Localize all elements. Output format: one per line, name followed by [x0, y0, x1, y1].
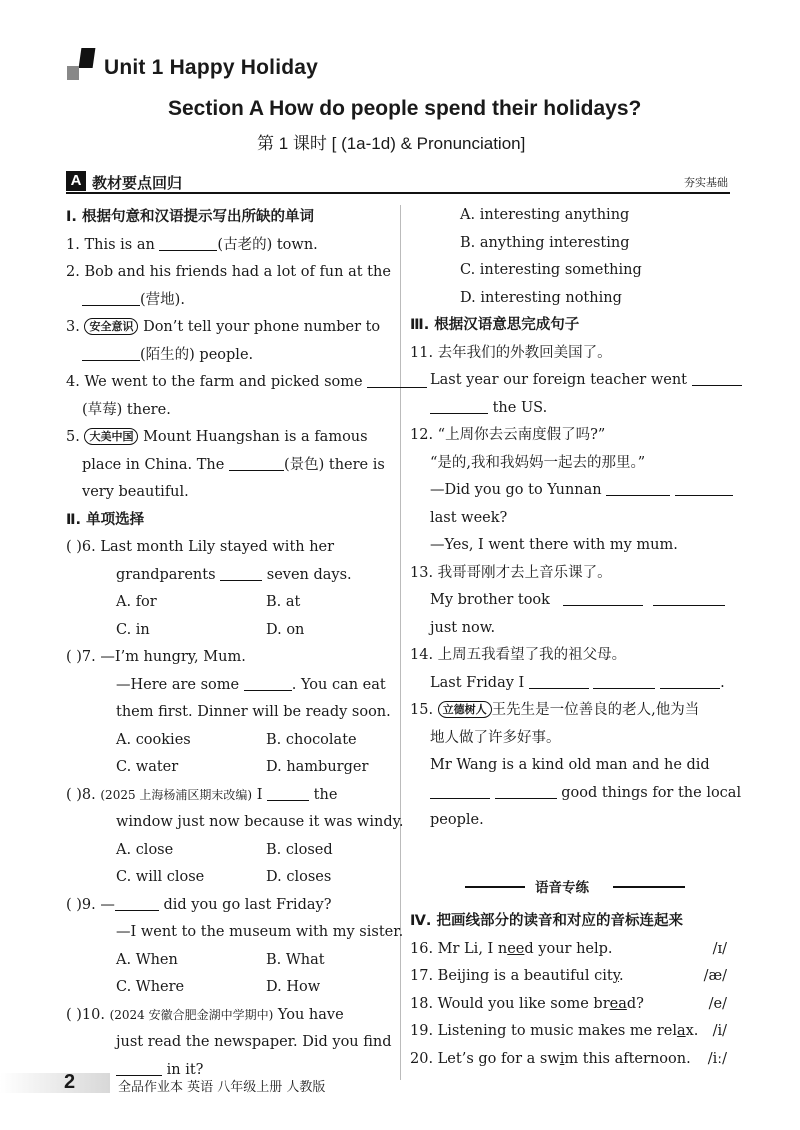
question-9-options-cd	[66, 974, 396, 1002]
answer-blank[interactable]	[653, 589, 725, 606]
question-10-options-b	[410, 230, 735, 258]
question-7-cont2: them first. Dinner will be ready soon.	[116, 704, 391, 720]
answer-blank[interactable]	[267, 784, 309, 801]
question-12-zh2: “是的,我和我妈妈一起去的那里。”	[430, 454, 646, 471]
tag-china: 大美中国	[84, 428, 138, 445]
option-b[interactable]: B. chocolate	[266, 731, 357, 748]
option-a[interactable]: A. When	[116, 951, 178, 968]
question-15-zh2: 地人做了许多好事。	[430, 729, 561, 746]
question-8-options-ab	[66, 837, 396, 865]
part2-heading: Ⅱ. 单项选择	[66, 511, 145, 528]
option-b[interactable]: B. closed	[266, 841, 333, 858]
question-15-en3: people.	[430, 812, 484, 828]
option-d[interactable]: D. hamburger	[266, 759, 369, 775]
question-1: 1. This is an (古老的) town.	[66, 232, 396, 260]
banner-rule	[66, 192, 730, 194]
question-8: ( )8. (2025 上海杨浦区期末改编) I the	[66, 782, 396, 810]
question-8-options-cd	[66, 864, 396, 892]
option-c[interactable]: C. Where	[116, 979, 185, 995]
unit-title: Unit 1 Happy Holiday	[104, 56, 319, 79]
option-c[interactable]: C. water	[116, 759, 179, 775]
question-15-en2: good things for the local	[410, 780, 735, 808]
question-6: ( )6. Last month Lily stayed with her	[66, 539, 335, 555]
source-note: (2024 安徽合肥金湖中学期中)	[109, 1007, 274, 1022]
question-13-zh: 13. 我哥哥刚才去上音乐课了。	[410, 564, 612, 581]
question-5: 5. 大美中国 Mount Huangshan is a famous	[66, 429, 368, 445]
question-7-options-ab	[66, 727, 396, 755]
question-14-zh: 14. 上周五我看望了我的祖父母。	[410, 647, 627, 663]
phonetic-symbol[interactable]: /iː/	[707, 1050, 727, 1067]
right-column	[410, 202, 742, 835]
question-11-en: Last year our foreign teacher went	[410, 367, 735, 395]
phonetic-symbol[interactable]: /i/	[712, 1023, 727, 1039]
column-divider	[400, 205, 401, 1080]
answer-blank[interactable]	[82, 289, 140, 306]
question-4: 4. We went to the farm and picked some	[66, 369, 396, 397]
question-9-cont: —I went to the museum with my sister.	[116, 924, 404, 940]
lesson-title: 第 1 课时 [ (1a-1d) & Pronunciation]	[257, 134, 526, 153]
answer-blank[interactable]	[606, 479, 670, 496]
option-c[interactable]: C. will close	[116, 869, 205, 885]
answer-blank[interactable]	[82, 344, 140, 361]
answer-blank[interactable]	[660, 672, 720, 689]
left-column	[66, 204, 404, 1084]
banner-label: 夯实基础	[684, 176, 728, 189]
question-15-en1: Mr Wang is a kind old man and he did	[430, 757, 710, 773]
question-2-cont: (营地).	[66, 287, 396, 315]
question-13-en1: My brother took	[410, 587, 735, 615]
question-14-en1: Last Friday I .	[410, 670, 735, 698]
pronunciation-title-text: 语音专练	[535, 880, 589, 896]
question-6-cont: grandparents seven days.	[66, 562, 396, 590]
banner-title: 教材要点回归	[92, 174, 183, 192]
answer-blank[interactable]	[244, 674, 292, 691]
footer-text: 全品作业本 英语 八年级上册 人教版	[118, 1080, 326, 1095]
question-10-options-c	[410, 257, 735, 285]
question-7-options-cd	[66, 754, 396, 782]
question-9-options-ab	[66, 947, 396, 975]
part4	[410, 908, 735, 1073]
question-12-en1: —Did you go to Yunnan	[410, 477, 735, 505]
question-3: 3. 安全意识 Don’t tell your phone number to	[66, 319, 381, 335]
answer-blank[interactable]	[229, 454, 284, 471]
question-10-cont: just read the newspaper. Did you find	[116, 1034, 392, 1050]
answer-blank[interactable]	[220, 564, 262, 581]
option-d[interactable]: D. on	[266, 621, 305, 638]
question-4-cont: (草莓) there.	[82, 401, 171, 418]
question-10-options-d	[410, 285, 735, 313]
match-item: 19. Listening to music makes me relax. /i/	[410, 1018, 735, 1046]
question-12-en3: —Yes, I went there with my mum.	[430, 537, 678, 553]
question-6-options-cd	[66, 617, 396, 645]
answer-blank[interactable]	[563, 589, 643, 606]
question-7: ( )7. —I’m hungry, Mum.	[66, 649, 246, 665]
question-2: 2. Bob and his friends had a lot of fun at the	[66, 264, 391, 280]
option-a[interactable]: A. cookies	[116, 731, 191, 748]
question-15-zh1: 15. 立德树人 王先生是一位善良的老人,他为当	[410, 702, 700, 718]
question-7-cont: —Here are some . You can eat	[66, 672, 396, 700]
answer-blank[interactable]	[116, 1059, 162, 1076]
question-10-options-a	[410, 202, 735, 230]
answer-blank[interactable]	[430, 397, 488, 414]
question-12-zh1: 12. “上周你去云南度假了吗?”	[410, 427, 606, 443]
answer-blank[interactable]	[593, 672, 655, 689]
answer-blank[interactable]	[495, 782, 557, 799]
option-d[interactable]: D. interesting nothing	[460, 289, 622, 306]
answer-blank[interactable]	[430, 782, 490, 799]
banner-badge: A	[66, 171, 86, 191]
question-3-cont: (陌生的) people.	[66, 342, 396, 370]
tag-safety: 安全意识	[84, 318, 138, 335]
tag-morality: 立德树人	[438, 701, 492, 718]
page-number: 2	[64, 1071, 76, 1093]
answer-blank[interactable]	[675, 479, 733, 496]
unit-logo-mark	[67, 48, 97, 84]
question-9: ( )9. — did you go last Friday?	[66, 892, 396, 920]
option-b[interactable]: B. at	[266, 594, 301, 610]
option-c[interactable]: C. in	[116, 621, 150, 638]
option-a[interactable]: A. for	[116, 594, 157, 610]
answer-blank[interactable]	[692, 369, 742, 386]
phonetic-symbol[interactable]: /æ/	[703, 968, 727, 984]
question-5-cont2: very beautiful.	[82, 484, 189, 500]
answer-blank[interactable]	[529, 672, 589, 689]
phonetic-symbol[interactable]: /e/	[708, 995, 727, 1012]
option-a[interactable]: A. close	[116, 841, 174, 858]
source-note: (2025 上海杨浦区期末改编)	[100, 787, 253, 802]
title-bar-right	[613, 886, 685, 888]
question-11-en2: the US.	[410, 395, 735, 423]
option-d[interactable]: D. closes	[266, 869, 332, 885]
option-b[interactable]: B. What	[266, 951, 325, 968]
match-item: 17. Beijing is a beautiful city. /æ/	[410, 963, 735, 991]
question-6-options-ab	[66, 589, 396, 617]
section-banner	[66, 170, 730, 194]
question-5-cont: place in China. The (景色) there is	[66, 452, 396, 480]
match-item: 16. Mr Li, I need your help. /ɪ/	[410, 936, 735, 964]
option-c[interactable]: C. interesting something	[460, 262, 642, 278]
match-item: 20. Let’s go for a swim this afternoon. /iː/	[410, 1046, 735, 1074]
question-10: ( )10. (2024 安徽合肥金湖中学期中) You have	[66, 1006, 344, 1023]
answer-blank[interactable]	[115, 894, 159, 911]
match-item: 18. Would you like some bread? /e/	[410, 991, 735, 1019]
option-b[interactable]: B. anything interesting	[460, 234, 630, 251]
part4-heading: Ⅳ. 把画线部分的读音和对应的音标连起来	[410, 913, 683, 929]
phonetic-symbol[interactable]: /ɪ/	[712, 940, 727, 957]
title-bar-left	[465, 886, 525, 888]
footer-bar	[0, 1073, 110, 1093]
question-11-zh: 11. 去年我们的外教回美国了。	[410, 344, 612, 361]
pronunciation-section-title	[465, 876, 685, 896]
option-d[interactable]: D. How	[266, 979, 321, 995]
question-10-cont2: in it?	[66, 1057, 396, 1085]
question-13-en2: just now.	[430, 619, 496, 636]
option-a[interactable]: A. interesting anything	[460, 207, 630, 223]
question-8-cont: window just now because it was windy.	[116, 814, 404, 830]
answer-blank[interactable]	[159, 234, 217, 251]
section-title: Section A How do people spend their holidays?	[168, 97, 642, 120]
part1-heading: Ⅰ. 根据句意和汉语提示写出所缺的单词	[66, 209, 314, 225]
question-12-en2: last week?	[430, 509, 508, 526]
part3-heading: Ⅲ. 根据汉语意思完成句子	[410, 317, 580, 333]
